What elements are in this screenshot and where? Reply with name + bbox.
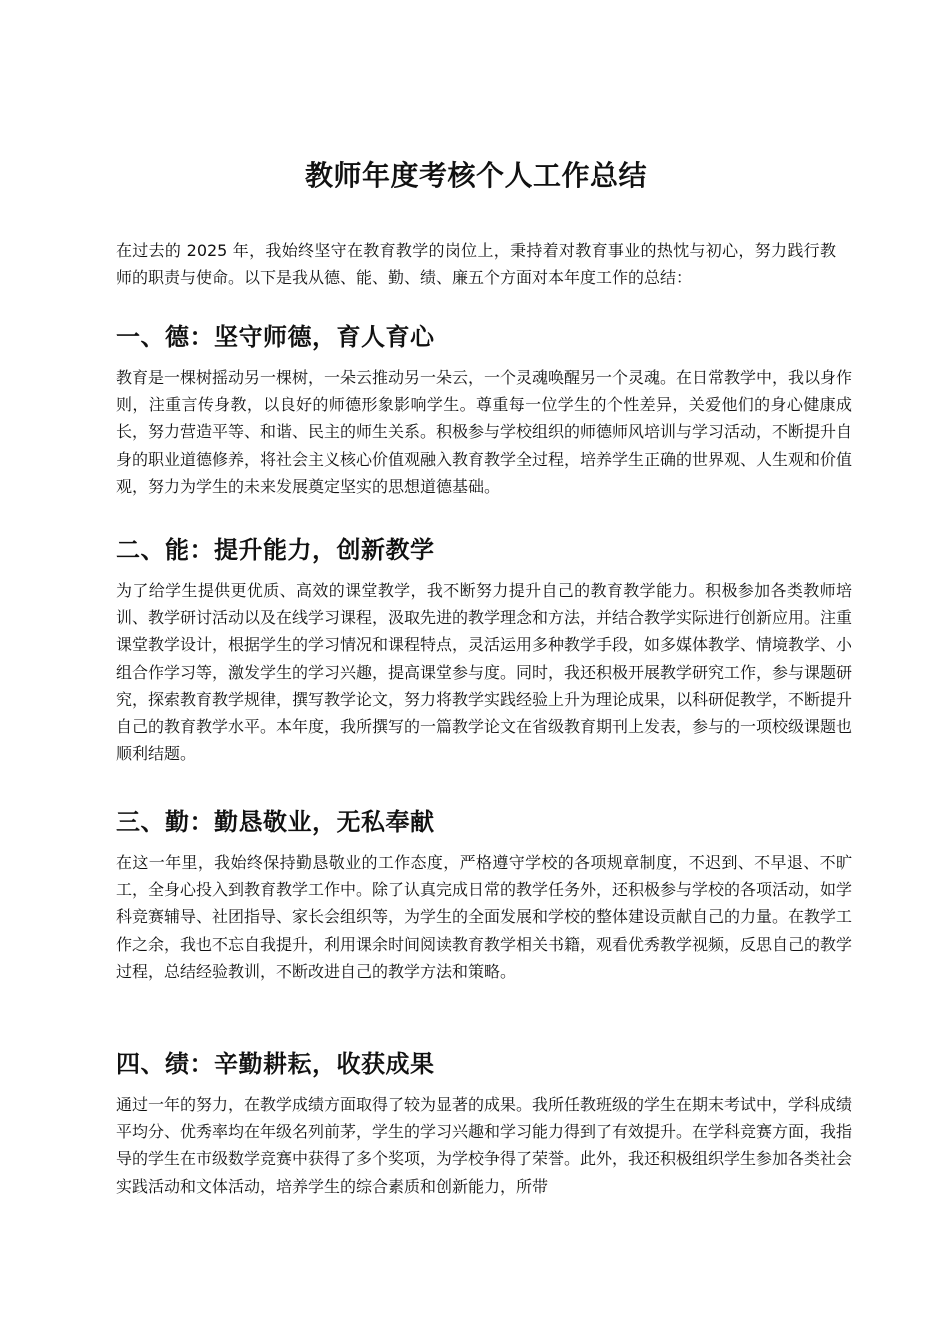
section-ji — [116, 1046, 852, 1200]
section-neng — [116, 532, 852, 767]
section-paragraph: 在这一年里，我始终保持勤恳敬业的工作态度，严格遵守学校的各项规章制度，不迟到、不早退、不旷工，全身心投入到教育教学工作中。除了认真完成日常的教学任务外，还积极参与学校的各项活动，如学科竞赛辅导、社团指导、家长会组织等，为学生的全面发展和学校的整体建设贡献自己的力量。在教学工作之余，我也不忘自我提升，利用课余时间阅读教育教学相关书籍，观看优秀教学视频，反思自己的教学过程，总结经验教训，不断改进自己的教学方法和策略。 — [116, 853, 853, 981]
section-heading: 二、能：提升能力，创新教学 — [116, 536, 435, 564]
section-heading: 四、绩：辛勤耕耘，收获成果 — [116, 1050, 435, 1078]
section-qin — [116, 804, 852, 985]
section-paragraph: 通过一年的努力，在教学成绩方面取得了较为显著的成果。我所任教班级的学生在期末考试中，学科成绩平均分、优秀率均在年级名列前茅，学生的学习兴趣和学习能力得到了有效提升。在学科竞赛方面，我指导的学生在市级数学竞赛中获得了多个奖项，为学校争得了荣誉。此外，我还积极组织学生参加各类社会实践活动和文体活动，培养学生的综合素质和创新能力，所带 — [116, 1095, 853, 1196]
section-heading: 一、德：坚守师德，育人育心 — [116, 323, 435, 351]
section-paragraph: 教育是一棵树摇动另一棵树，一朵云推动另一朵云，一个灵魂唤醒另一个灵魂。在日常教学中，我以身作则，注重言传身教，以良好的师德形象影响学生。尊重每一位学生的个性差异，关爱他们的身心健康成长，努力营造平等、和谐、民主的师生关系。积极参与学校组织的师德师风培训与学习活动，不断提升自身的职业道德修养，将社会主义核心价值观融入教育教学全过程，培养学生正确的世界观、人生观和价值观，努力为学生的未来发展奠定坚实的思想道德基础。 — [116, 368, 853, 496]
section-heading: 三、勤：勤恳敬业，无私奉献 — [116, 808, 435, 836]
document-title: 教师年度考核个人工作总结 — [304, 159, 647, 192]
intro-paragraph: 在过去的 2025 年，我始终坚守在教育教学的岗位上，秉持着对教育事业的热忱与初心，努力践行教师的职责与使命。以下是我从德、能、勤、绩、廉五个方面对本年度工作的总结： — [116, 241, 836, 287]
section-de — [116, 319, 852, 500]
section-paragraph: 为了给学生提供更优质、高效的课堂教学，我不断努力提升自己的教育教学能力。积极参加各类教师培训、教学研讨活动以及在线学习课程，汲取先进的教学理念和方法，并结合教学实际进行创新应用。注重课堂教学设计，根据学生的学习情况和课程特点，灵活运用多种教学手段，如多媒体教学、情境教学、小组合作学习等，激发学生的学习兴趣，提高课堂参与度。同时，我还积极开展教学研究工作，参与课题研究，探索教育教学规律，撰写教学论文，努力将教学实践经验上升为理论成果，以科研促教学，不断提升自己的教育教学水平。本年度，我所撰写的一篇教学论文在省级教育期刊上发表，参与的一项校级课题也顺利结题。 — [116, 581, 853, 764]
